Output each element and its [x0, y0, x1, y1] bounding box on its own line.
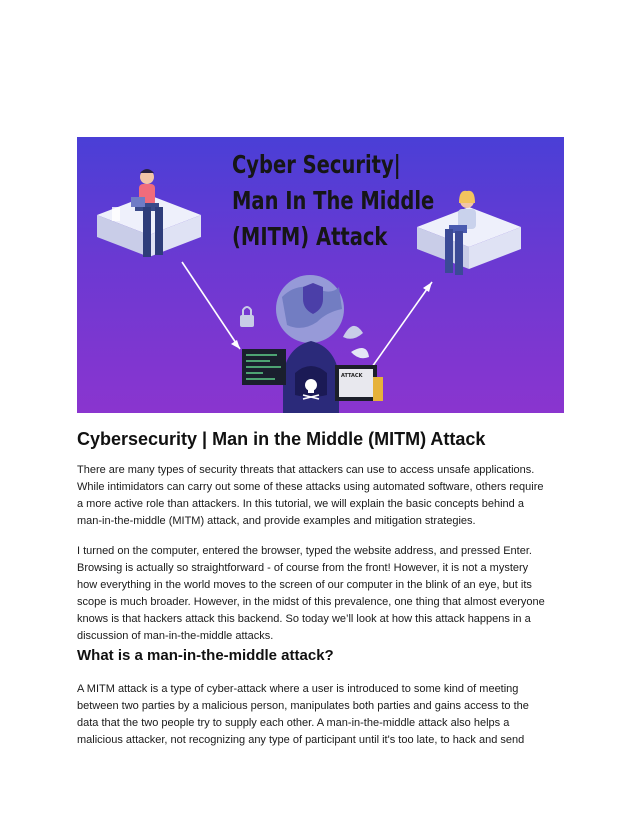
intro-paragraph [77, 462, 567, 530]
plant-leaves [343, 326, 369, 358]
paragraph-line: man-in-the-middle (MITM) attack, and provide examples and mitigation strategies. [77, 515, 476, 527]
paragraph-line: how everything in the world moves to the screen of our computer in the blink of an eye, but its [77, 579, 532, 591]
hacker-figure [283, 341, 339, 413]
arrow-right-head [423, 282, 432, 292]
article-banner-image [77, 137, 564, 413]
paragraph-line: discussion of man-in-the-middle attacks. [77, 630, 274, 642]
paragraph-line: While intimidators can carry out some of these attacks using automated software, others require [77, 481, 544, 493]
definition-paragraph [77, 681, 567, 749]
banner-title-line-1: Cyber Security| [232, 150, 401, 179]
paragraph-line: knows is that hackers attack this backend. So today we’ll look at how this attack happens in a [77, 613, 531, 625]
paragraph-line: Browsing is actually so straightforward - of course from the front! However, it is not a mystery [77, 562, 529, 574]
arrow-right-line [372, 282, 432, 367]
code-monitor [242, 349, 286, 385]
arrow-left-line [182, 262, 240, 349]
arrow-left-head [231, 340, 240, 349]
banner-title-line-3: (MITM) Attack [232, 222, 388, 251]
banner-title-line-2: Man In The Middle [232, 186, 435, 215]
paragraph-line: malicious attacker, not recognizing any type of participant until it's too late, to hack and send [77, 734, 525, 746]
attack-laptop [335, 365, 383, 401]
paragraph-line: A MITM attack is a type of cyber-attack where a user is introduced to some kind of meeting [77, 683, 519, 695]
paragraph-line: I turned on the computer, entered the browser, typed the website address, and pressed Enter. [77, 545, 532, 557]
banner-title [232, 147, 435, 255]
lock-icon [240, 307, 254, 327]
section-heading: What is a man-in-the-middle attack? [77, 647, 334, 664]
paragraph-line: scope is much broader. However, in the midst of this prevalence, one thing that almost everyone [77, 596, 545, 608]
paragraph-line: between two parties by a malicious person, manipulates both parties and gains access to the [77, 700, 529, 712]
svg-text:ATTACK: ATTACK [341, 373, 363, 379]
paragraph-line: a more active role than attackers. In this tutorial, we will explain the basic concepts behind a [77, 498, 524, 510]
browsing-paragraph [77, 543, 567, 645]
article-title: Cybersecurity | Man in the Middle (MITM) Attack [77, 429, 486, 449]
paragraph-line: There are many types of security threats that attackers can use to access unsafe applications. [77, 464, 535, 476]
paragraph-line: data that the two people try to supply each other. A man-in-the-middle attack also helps a [77, 717, 510, 729]
